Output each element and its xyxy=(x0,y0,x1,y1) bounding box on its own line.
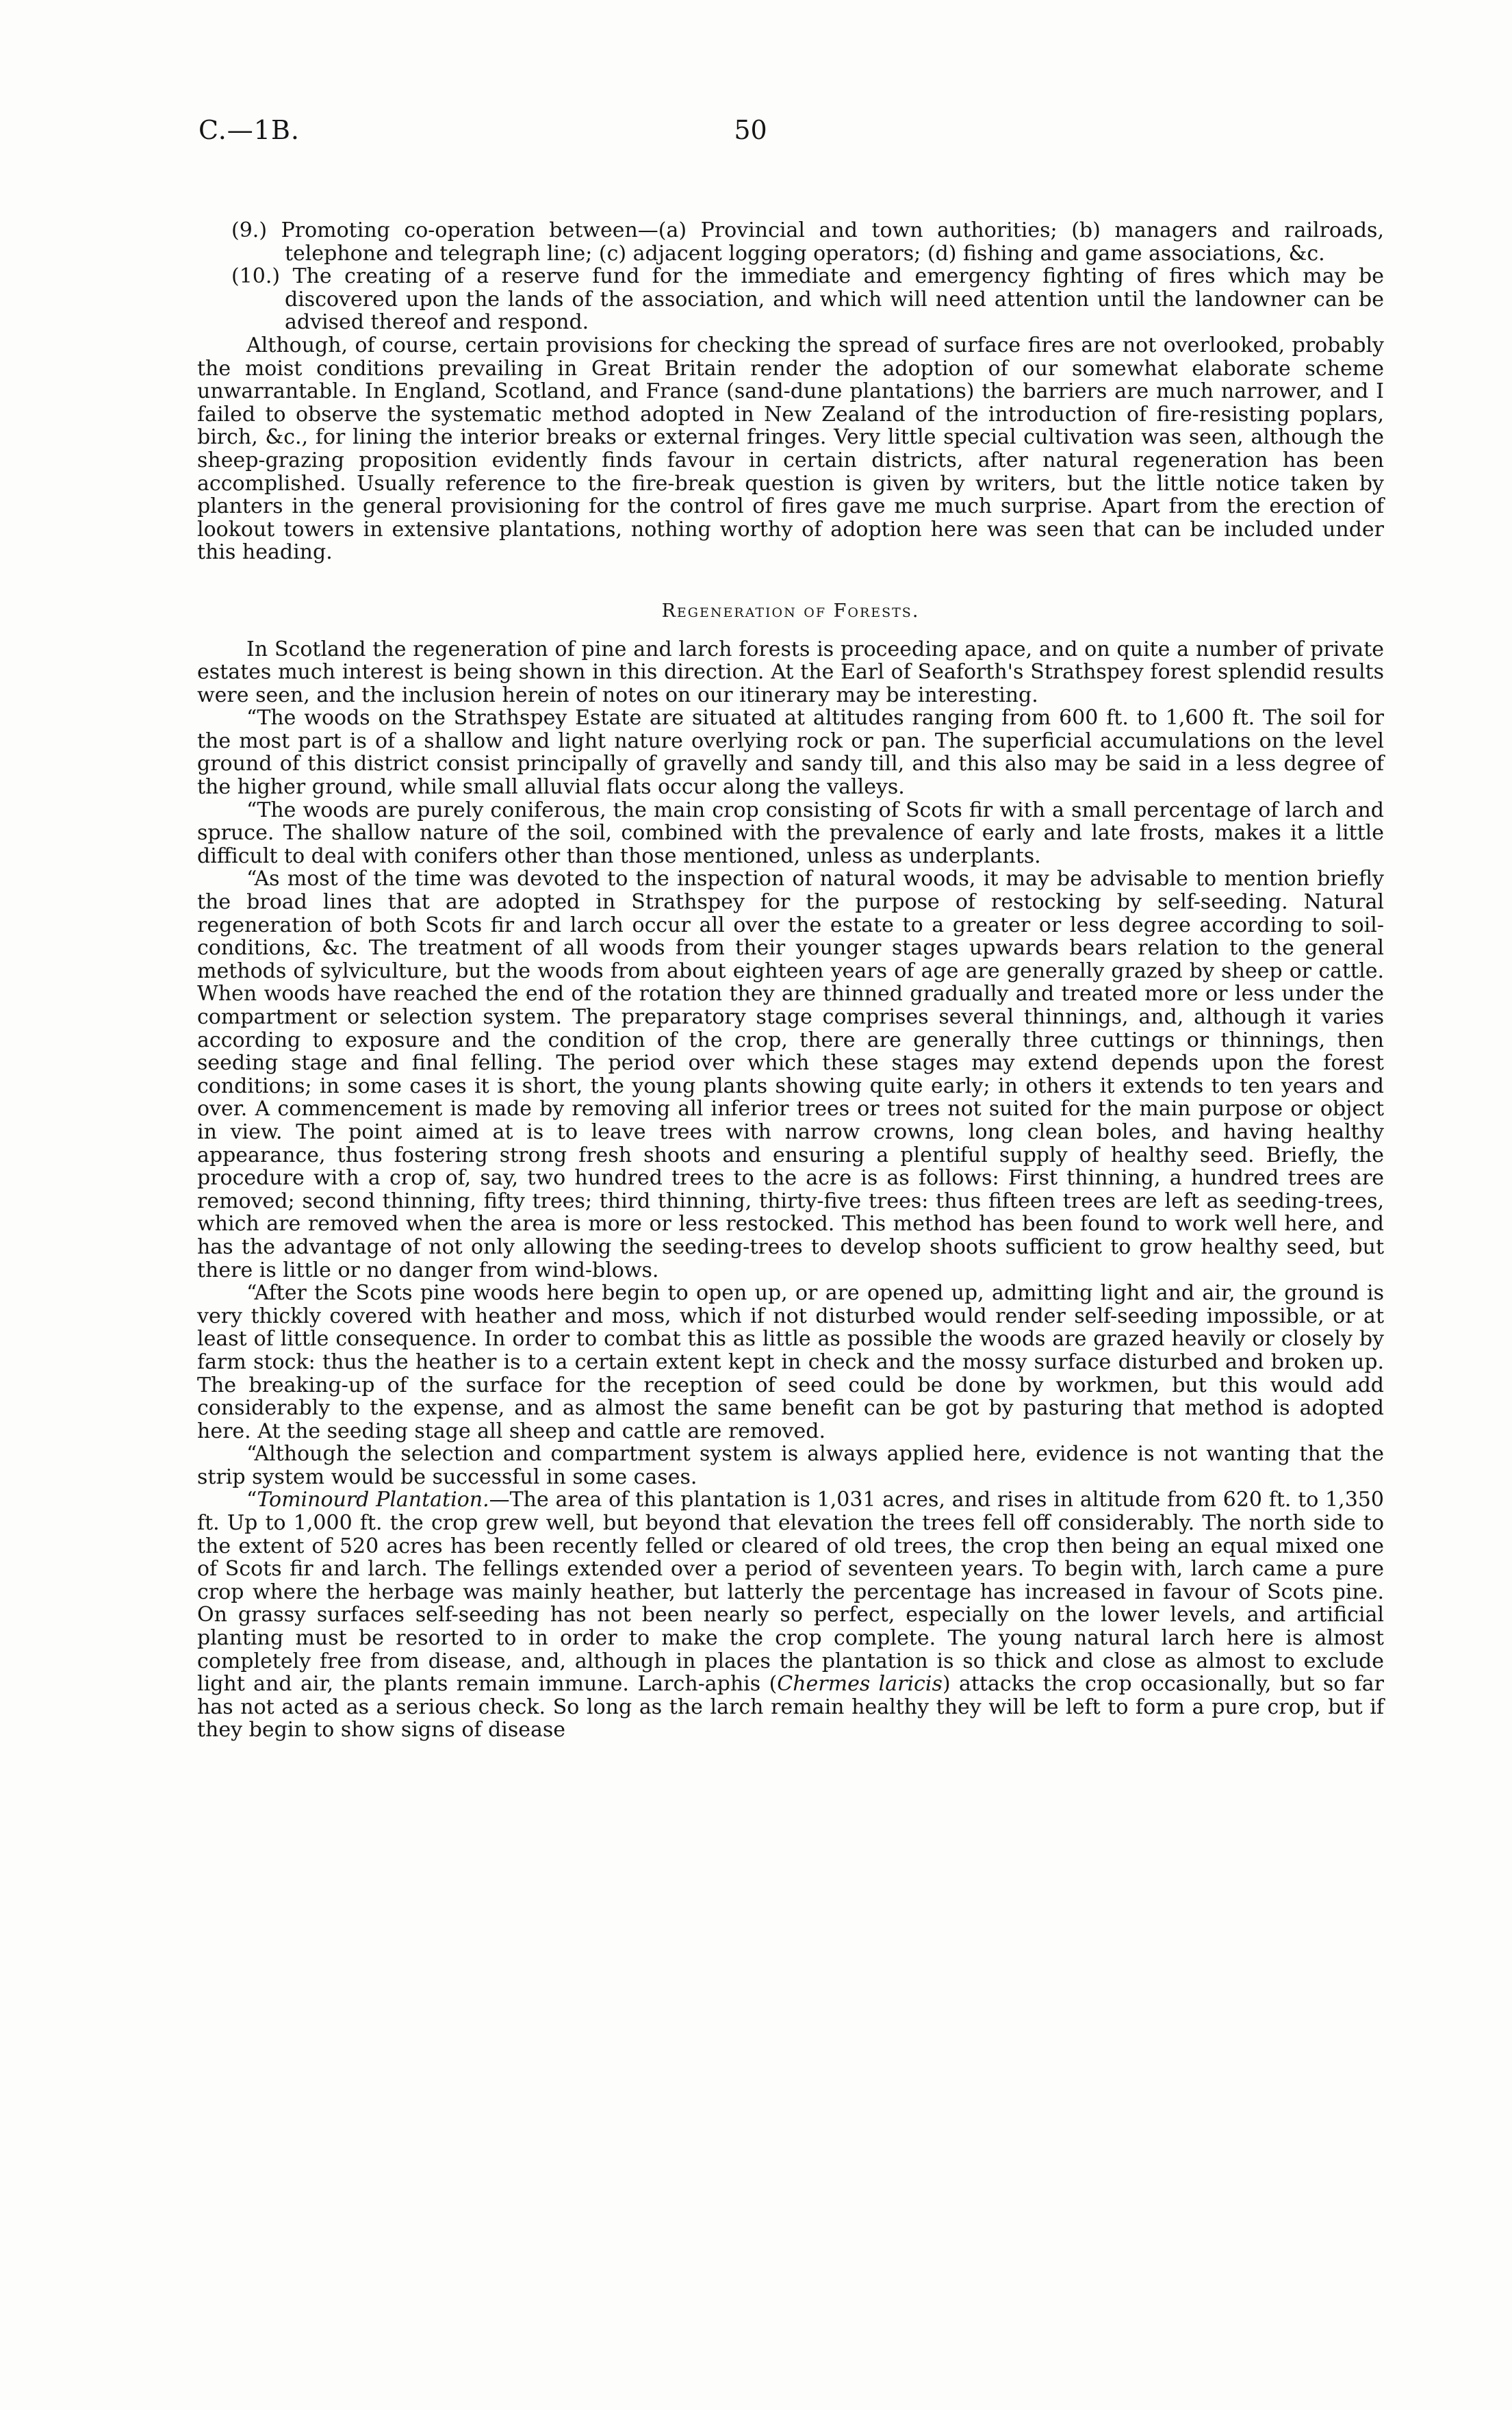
body-text xyxy=(197,219,1384,1742)
paragraph-text: ) attacks the crop occasionally, but so far has not acted as a serious check. So long as the larch remain healthy they will be left to form a pure crop, but if they begin to show signs of disease xyxy=(197,1672,1384,1742)
list-item: (9.) Promoting co-operation between—(a) Provincial and town authorities; (b) managers and railroads, telephone and telegraph line; (c) adjacent logging operators; (d) fishing and game associations, &c. xyxy=(231,218,1384,266)
page-number: 50 xyxy=(734,115,767,145)
paragraph-tominourd xyxy=(197,1488,1384,1742)
paragraph: “Although the selection and compartment system is always applied here, evidence is not wanting that the strip system would be successful in some cases. xyxy=(197,1442,1384,1489)
paragraph: “The woods are purely coniferous, the main crop consisting of Scots fir with a small percentage of larch and spruce. The shallow nature of the soil, combined with the prevalence of early and late frosts, makes it a little difficult to deal with conifers other than those mentioned, unless as underplants. xyxy=(197,798,1384,868)
open-quote: “ xyxy=(246,1488,257,1512)
paragraph: In Scotland the regeneration of pine and larch forests is proceeding apace, and on quite a number of private estates much interest is being shown in this direction. At the Earl of Seaforth's Strathspey forest splendid results were seen, and the inclusion herein of notes on our itinerary may be interesting. xyxy=(197,637,1384,707)
paragraph: “After the Scots pine woods here begin to open up, or are opened up, admitting light and air, the ground is very thickly covered with heather and moss, which if not disturbed would render self-seeding impossible, or at least of little consequence. In order to combat this as little as possible the woods are grazed heavily or closely by farm stock: thus the heather is to a certain extent kept in check and the mossy surface disturbed and broken up. The breaking-up of the surface for the reception of seed could be done by workmen, but this would add considerably to the expense, and as almost the same benefit can be got by pasturing that method is adopted here. At the seeding stage all sheep and cattle are removed. xyxy=(197,1281,1384,1443)
paragraph: “As most of the time was devoted to the inspection of natural woods, it may be advisable to mention briefly the broad lines that are adopted in Strathspey for the purpose of restocking by self-seeding. Natural regeneration of both Scots fir and larch occur all over the estate to a greater or less degree according to soil-conditions, &c. The treatment of all woods from their younger stages upwards bears relation to the general methods of sylviculture, but the woods from about eighteen years of age are generally grazed by sheep or cattle. When woods have reached the end of the rotation they are thinned gradually and treated more or less under the compartment or selection system. The preparatory stage comprises several thinnings, and, although it varies according to exposure and the condition of the crop, there are generally three cuttings or thinnings, then seeding stage and final felling. The period over which these stages may extend depends upon the forest conditions; in some cases it is short, the young plants showing quite early; in others it extends to ten years and over. A commencement is made by removing all inferior trees or trees not suited for the main purpose or object in view. The point aimed at is to leave trees with narrow crowns, long clean boles, and having healthy appearance, thus fostering strong fresh shoots and ensuring a plentiful supply of healthy seed. Briefly, the procedure with a crop of, say, two hundred trees to the acre is as follows: First thinning, a hundred trees are removed; second thinning, fifty trees; third thinning, thirty-five trees: thus fifteen trees are left as seeding-trees, which are removed when the area is more or less restocked. This method has been found to work well here, and has the advantage of not only allowing the seeding-trees to develop shoots sufficient to grow healthy seed, but there is little or no danger from wind-blows. xyxy=(197,867,1384,1282)
document-code: C.—1B. xyxy=(198,115,300,145)
paragraph: “The woods on the Strathspey Estate are situated at altitudes ranging from 600 ft. to 1,600 ft. The soil for the most part is of a shallow and light nature overlying rock or pan. The superficial accumulations on the level ground of this district consist principally of gravelly and sandy till, and this also may be said in a less degree of the higher ground, while small alluvial flats occur along the valleys. xyxy=(197,706,1384,800)
list-item: (10.) The creating of a reserve fund for the immediate and emergency fighting of fires which may be discovered upon the lands of the association, and which will need attention until the landowner can be advised thereof and respond. xyxy=(231,264,1384,335)
species-name: Chermes laricis xyxy=(777,1672,943,1697)
plantation-title: Tominourd Plantation. xyxy=(257,1488,489,1512)
paragraph: Although, of course, certain provisions for checking the spread of surface fires are not overlooked, probably the moist conditions prevailing in Great Britain render the adoption of our somewhat elaborate scheme unwarrantable. In England, Scotland, and France (sand-dune plantations) the barriers are much narrower, and I failed to observe the systematic method adopted in New Zealand of the introduction of fire-resisting poplars, birch, &c., for lining the interior breaks or external fringes. Very little special cultivation was seen, although the sheep-grazing proposition evidently finds favour in certain districts, after natural regeneration has been accomplished. Usually reference to the fire-break question is given by writers, but the little notice taken by planters in the general provisioning for the control of fires gave me much surprise. Apart from the erection of lookout towers in extensive plantations, nothing worthy of adoption here was seen that can be included under this heading. xyxy=(197,333,1384,565)
running-header xyxy=(198,115,1385,156)
paragraph-text: —The area of this plantation is 1,031 acres, and rises in altitude from 620 ft. to 1,350 ft. Up to 1,000 ft. the crop grew well, but beyond that elevation the trees fell off considerably. The north side to the extent of 520 acres has been recently felled or cleared of old trees, the crop then being an equal mixed one of Scots fir and larch. The fellings extended over a period of seventeen years. To begin with, larch came a pure crop where the herbage was mainly heather, but latterly the percentage has increased in favour of Scots pine. On grassy surfaces self-seeding has not been nearly so perfect, especially on the lower levels, and artificial planting must be resorted to in order to make the crop complete. The young natural larch here is almost completely free from disease, and, although in places the plantation is so thick and close as almost to exclude light and air, the plants remain immune. Larch-aphis ( xyxy=(197,1488,1384,1697)
section-heading: Regeneration of Forests. xyxy=(661,600,920,622)
